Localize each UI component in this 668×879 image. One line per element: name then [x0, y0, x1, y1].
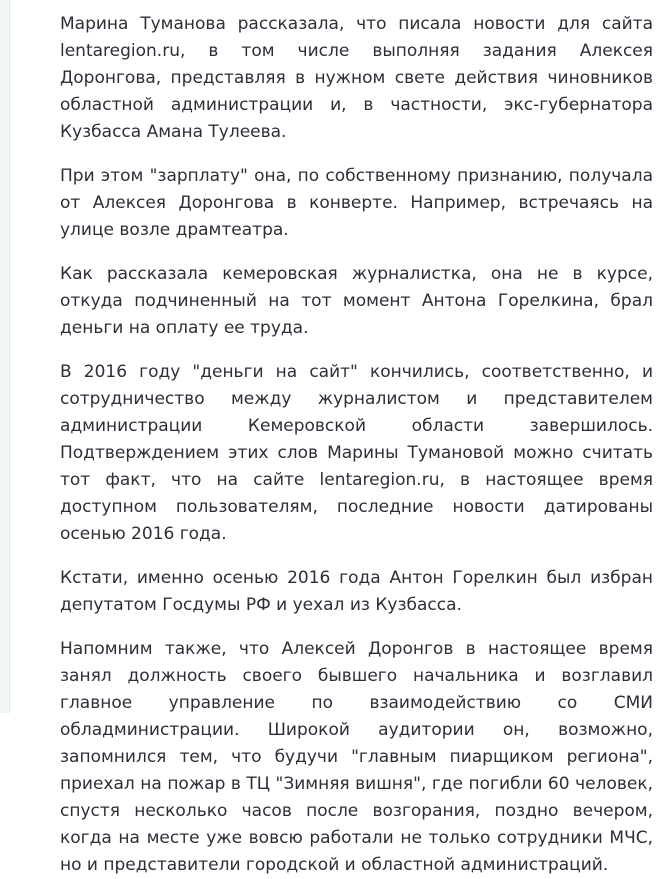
article-paragraph: Напомним также, что Алексей Доронгов в настоящее время занял должность своего бывшего начальника и возглавил главное управление по взаимодействию со СМИ обладминистрации. Широкой аудитории он, возможно, запомнился тем, что будучи "главным пиарщиком региона", приехал на пожар в ТЦ "Зимняя вишня", где погибли 60 человек, спустя несколько часов после возгорания, поздно вечером, когда на месте уже вовсю работали не только сотрудники МЧС, но и представители городской и областной администраций.: [60, 639, 653, 875]
article-paragraph: Марина Туманова рассказала, что писала новости для сайта lentaregion.ru, в том числе выполняя задания Алексея Доронгова, представляя в нужном свете действия чиновников областной администрации и, в частности, экс-губернатора Кузбасса Амана Тулеева.: [60, 14, 653, 142]
article-paragraph: В 2016 году "деньги на сайт" кончились, соответственно, и сотрудничество между журналистом и представителем администрации Кемеровской области завершилось. Подтверждением этих слов Марины Тумановой можно считать тот факт, что на сайте lentaregion.ru, в настоящее время доступном пользователям, последние новости датированы осенью 2016 года.: [60, 362, 653, 544]
article-paragraph: Как рассказала кемеровская журналистка, она не в курсе, откуда подчиненный на тот момент Антона Горелкина, брал деньги на оплату ее труда.: [60, 264, 653, 338]
article-paragraph: Кстати, именно осенью 2016 года Антон Горелкин был избран депутатом Госдумы РФ и уехал из Кузбасса.: [60, 568, 653, 615]
article-paragraph: При этом "зарплату" она, по собственному признанию, получала от Алексея Доронгова в конверте. Например, встречаясь на улице возле драмтеатра.: [60, 166, 653, 240]
article-body: [60, 11, 653, 879]
